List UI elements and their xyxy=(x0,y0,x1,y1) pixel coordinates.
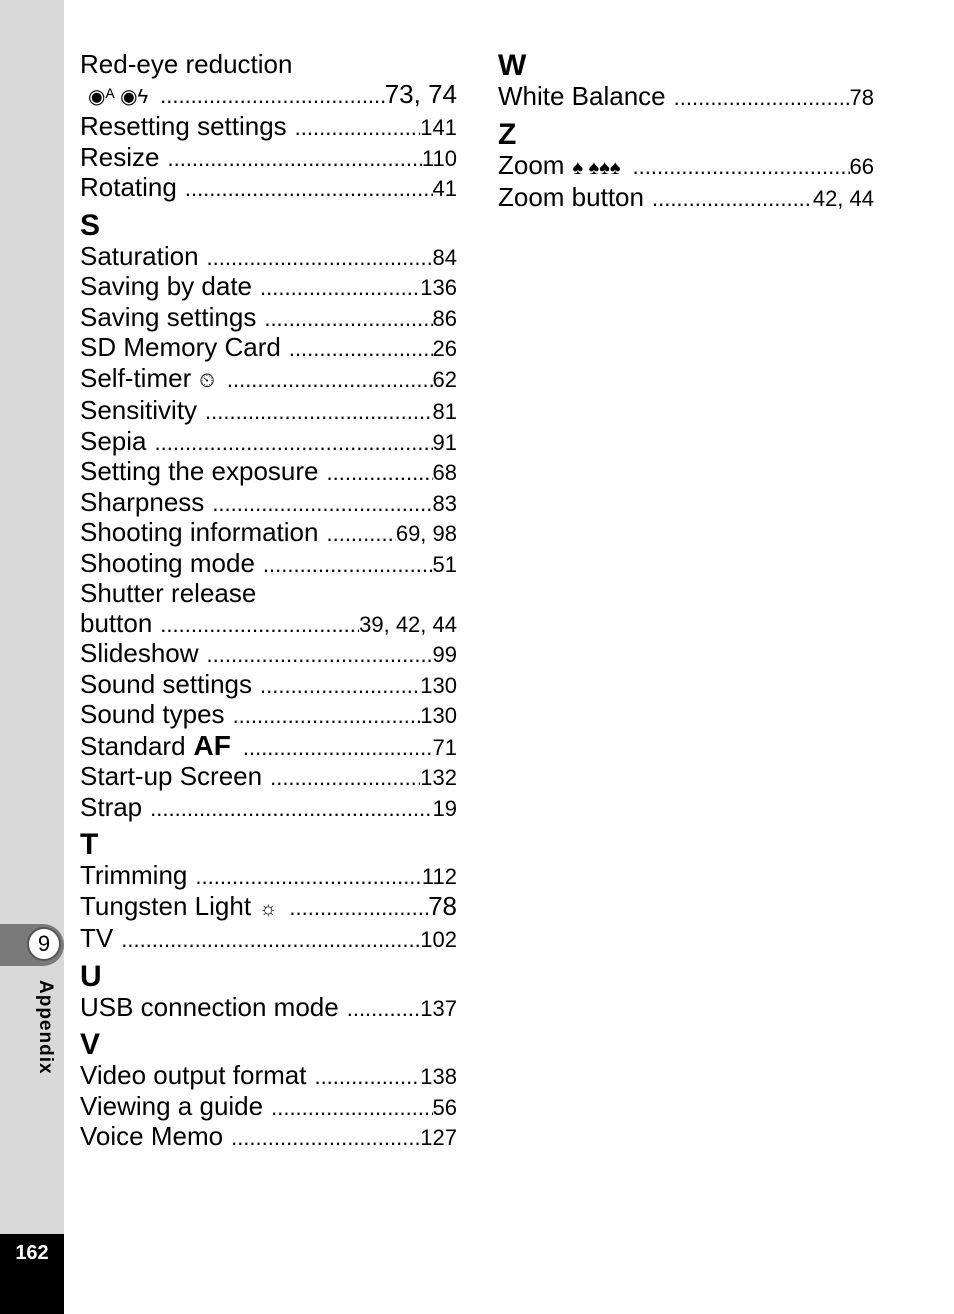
index-entry xyxy=(80,143,457,174)
dot-leader xyxy=(326,519,395,549)
index-page-ref: 130 xyxy=(420,703,457,728)
chapter-label: Appendix xyxy=(35,980,56,1075)
index-term: Trimming xyxy=(80,860,188,890)
dot-leader xyxy=(260,273,420,303)
dot-leader xyxy=(231,1123,420,1153)
index-page-ref: 78 xyxy=(849,85,874,110)
index-page-ref: 99 xyxy=(432,642,457,667)
index-column-left xyxy=(80,50,457,1153)
dot-leader xyxy=(652,184,813,214)
index-term: Sharpness xyxy=(80,486,205,517)
index-entry xyxy=(80,518,457,549)
index-page-ref: 91 xyxy=(432,429,457,455)
dot-leader xyxy=(212,489,432,519)
index-entry xyxy=(80,1092,457,1123)
dot-leader xyxy=(205,397,432,427)
index-page-ref: 132 xyxy=(420,765,457,790)
index-term: Resize xyxy=(80,141,160,172)
index-term: Sound types xyxy=(80,699,225,729)
index-page-ref: 127 xyxy=(420,1125,457,1150)
index-entry xyxy=(80,333,457,364)
index-entry xyxy=(80,364,457,397)
index-page-ref: 73, 74 xyxy=(384,78,457,109)
index-entry xyxy=(80,892,457,925)
index-term: Sound settings xyxy=(80,668,253,699)
dot-leader xyxy=(167,144,421,174)
index-page-ref: 130 xyxy=(420,672,457,698)
index-term: Viewing a guide xyxy=(80,1090,264,1121)
index-page-ref: 51 xyxy=(432,551,457,577)
index-term: USB connection mode xyxy=(80,991,339,1022)
index-page-ref: 19 xyxy=(432,795,457,821)
u-entries xyxy=(80,993,457,1024)
index-entry xyxy=(80,609,457,640)
w-entries xyxy=(498,82,874,113)
index-term: Standard xyxy=(80,730,186,761)
index-page-ref: 81 xyxy=(432,399,457,424)
index-term: Rotating xyxy=(80,172,177,202)
index-term: Resetting settings xyxy=(80,111,287,141)
index-page-ref: 69, 98 xyxy=(395,521,457,546)
dot-leader xyxy=(207,640,433,670)
index-page-ref: 42, 44 xyxy=(812,186,874,211)
dot-leader xyxy=(347,994,421,1024)
dot-leader xyxy=(264,304,432,334)
index-term: Saturation xyxy=(80,240,199,271)
index-page-ref: 102 xyxy=(420,927,457,952)
chapter-number: 9 xyxy=(27,927,61,961)
index-page-ref: 66 xyxy=(849,153,874,179)
dot-leader xyxy=(155,428,433,458)
index-page-ref: 138 xyxy=(420,1064,457,1089)
index-term: White Balance xyxy=(498,81,666,111)
dot-leader xyxy=(289,893,428,923)
index-entry xyxy=(498,183,874,214)
index-page-ref: 78 xyxy=(428,890,457,921)
section-heading-z: Z xyxy=(498,117,517,151)
index-term: Start-up Screen xyxy=(80,761,263,791)
index-page-ref: 71 xyxy=(432,734,457,760)
index-page-ref: 84 xyxy=(432,244,457,270)
index-entry xyxy=(80,670,457,701)
index-page-ref: 83 xyxy=(432,490,457,516)
index-term: Sepia xyxy=(80,425,147,456)
index-page-ref: 62 xyxy=(432,366,457,392)
t-entries xyxy=(80,861,457,955)
index-term: Strap xyxy=(80,791,143,822)
af-icon: AF xyxy=(193,729,231,761)
index-entry xyxy=(80,488,457,519)
dot-leader xyxy=(633,152,850,182)
dot-leader xyxy=(150,794,432,824)
index-term: Sensitivity xyxy=(80,395,198,425)
index-entry xyxy=(80,272,457,303)
page-number: 162 xyxy=(15,1242,49,1264)
dot-leader xyxy=(314,1062,420,1092)
dot-leader xyxy=(243,733,433,763)
dot-leader xyxy=(674,83,850,113)
index-entry-first-line: Shutter release xyxy=(80,578,257,608)
index-entry xyxy=(80,457,457,488)
dot-leader xyxy=(227,365,433,395)
section-heading-v: V xyxy=(80,1028,101,1061)
tungsten-light-icon: ☼ xyxy=(259,897,278,920)
index-entry xyxy=(80,700,457,731)
dot-leader xyxy=(327,458,433,488)
section-heading-w: W xyxy=(498,49,527,82)
index-term: Self-timer xyxy=(80,362,192,393)
self-timer-icon: ⏲ xyxy=(199,369,215,392)
v-entries xyxy=(80,1061,457,1153)
index-entry xyxy=(80,1122,457,1153)
dot-leader xyxy=(270,763,420,793)
index-term: Voice Memo xyxy=(80,1121,224,1151)
index-entry xyxy=(80,112,457,143)
index-term: Zoom xyxy=(498,149,565,180)
index-term: SD Memory Card xyxy=(80,332,281,362)
index-entry xyxy=(80,731,457,763)
s-entries xyxy=(80,242,457,824)
index-term: Zoom button xyxy=(498,182,644,212)
index-page-ref: 68 xyxy=(432,460,457,485)
index-entry xyxy=(80,993,457,1024)
z-entries xyxy=(498,151,874,214)
index-entry-first-line: Red-eye reduction xyxy=(80,49,293,79)
index-term: button xyxy=(80,607,153,638)
index-entry xyxy=(80,427,457,458)
index-entry xyxy=(498,82,874,113)
dot-leader xyxy=(121,925,420,955)
index-page-ref: 26 xyxy=(432,336,457,361)
dot-leader xyxy=(195,862,422,892)
index-entry xyxy=(80,173,457,204)
index-term: Tungsten Light xyxy=(80,890,252,921)
index-page-ref: 110 xyxy=(421,145,457,171)
index-entry xyxy=(498,151,874,184)
index-term: Saving by date xyxy=(80,271,253,301)
section-heading-s: S xyxy=(80,208,101,242)
index-column-right xyxy=(498,50,874,214)
dot-leader xyxy=(160,81,385,111)
dot-leader xyxy=(260,671,420,701)
index-entry xyxy=(80,303,457,334)
index-term: Slideshow xyxy=(80,638,199,668)
index-entry xyxy=(80,924,457,955)
index-term: Video output format xyxy=(80,1060,307,1090)
index-entry xyxy=(80,80,457,113)
red-eye-icons: ◉ᴬ ◉ϟ xyxy=(88,85,149,108)
dot-leader xyxy=(295,113,421,143)
index-entry xyxy=(80,762,457,793)
index-page-ref: 86 xyxy=(432,305,457,331)
index-page-ref: 39, 42, 44 xyxy=(359,611,457,637)
index-entry xyxy=(80,861,457,892)
dot-leader xyxy=(233,701,421,731)
index-page-ref: 141 xyxy=(420,115,457,140)
index-term: Saving settings xyxy=(80,301,257,332)
index-entry xyxy=(80,793,457,824)
r-entries xyxy=(80,50,457,204)
section-heading-u: U xyxy=(80,959,102,993)
sidebar xyxy=(0,0,64,1314)
index-page-ref: 56 xyxy=(432,1094,457,1120)
dot-leader xyxy=(289,334,433,364)
dot-leader xyxy=(271,1093,432,1123)
index-entry xyxy=(80,396,457,427)
dot-leader xyxy=(263,550,433,580)
index-page-ref: 41 xyxy=(432,176,457,201)
dot-leader xyxy=(207,243,433,273)
index-page-ref: 112 xyxy=(421,864,457,889)
index-term: Shooting mode xyxy=(80,547,255,578)
index-entry xyxy=(80,1061,457,1092)
dot-leader xyxy=(160,610,359,640)
index-entry xyxy=(80,242,457,273)
index-page-ref: 137 xyxy=(420,995,457,1021)
index-term: TV xyxy=(80,923,114,953)
section-heading-t: T xyxy=(80,828,99,861)
index-term: Shooting information xyxy=(80,517,319,547)
index-page-ref: 136 xyxy=(420,275,457,300)
zoom-tree-icons: ♠ ♠♠♠ xyxy=(572,156,621,179)
dot-leader xyxy=(185,174,433,204)
index-term: Setting the exposure xyxy=(80,456,319,486)
index-entry xyxy=(80,549,457,580)
index-entry xyxy=(80,639,457,670)
